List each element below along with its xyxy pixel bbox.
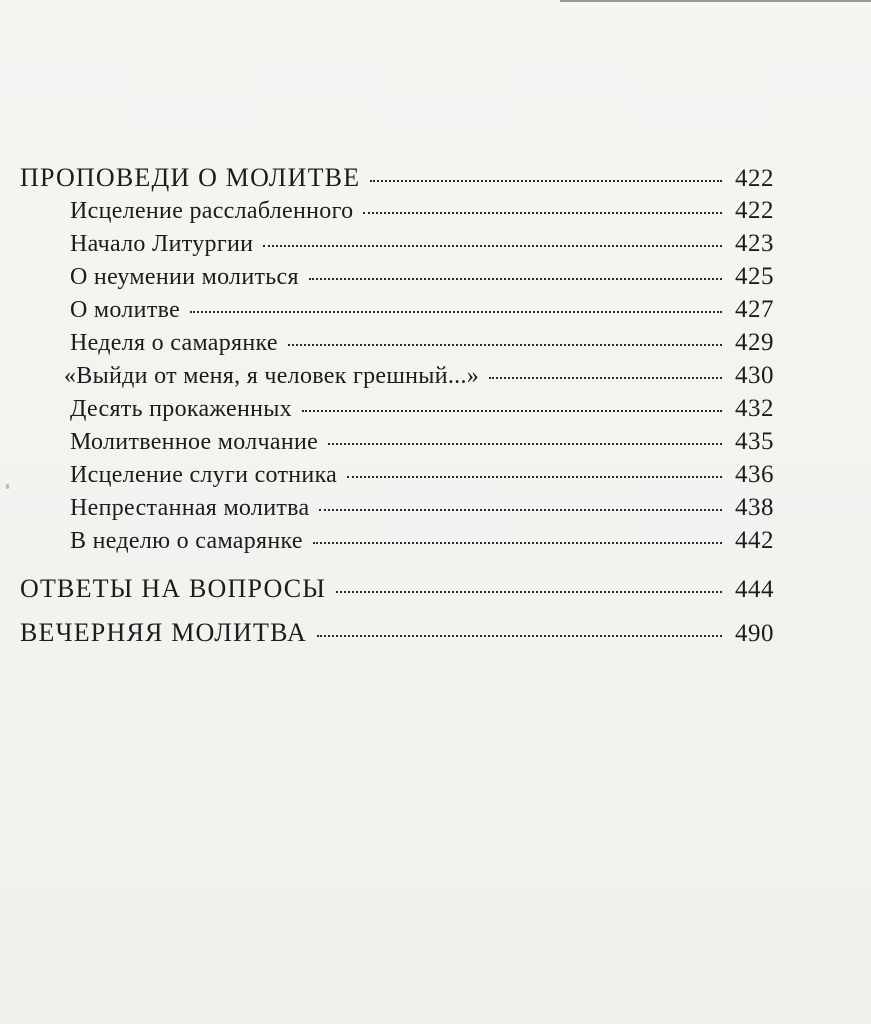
dot-leader (363, 212, 722, 214)
toc-entry (20, 494, 774, 527)
toc-entry-title: Начало Литургии (70, 231, 254, 257)
toc-entry-title: О молитве (70, 297, 181, 323)
toc-entry (20, 461, 774, 494)
toc-entry (20, 263, 774, 296)
dot-leader (263, 245, 722, 247)
toc-entry (20, 362, 774, 395)
toc-page-number: 427 (735, 296, 774, 323)
dot-leader (347, 476, 722, 478)
toc-page-number: 432 (735, 395, 774, 422)
dot-leader (313, 542, 722, 544)
paper-speck (6, 484, 9, 489)
toc-entry-title: Непрестанная молитва (70, 495, 310, 521)
dot-leader (302, 410, 722, 412)
toc-page-number: 436 (735, 461, 774, 488)
toc-entry-title: Неделя о самарянке (70, 330, 278, 356)
dot-leader (328, 443, 722, 445)
dot-leader (370, 180, 722, 182)
toc-page-number: 423 (735, 230, 774, 257)
toc-page-number: 444 (735, 576, 774, 603)
toc-page-number: 422 (735, 197, 774, 224)
toc-page-number: 438 (735, 494, 774, 521)
toc-section-entry (20, 163, 774, 197)
toc-section-entry (20, 618, 774, 652)
dot-leader (309, 278, 722, 280)
dot-leader (489, 377, 722, 379)
toc-entry (20, 329, 774, 362)
toc-entry-title: ПРОПОВЕДИ О МОЛИТВЕ (20, 163, 361, 192)
toc-page-number: 490 (735, 620, 774, 647)
dot-leader (288, 344, 722, 346)
dot-leader (190, 311, 722, 313)
dot-leader (319, 509, 722, 511)
toc-entry (20, 296, 774, 329)
toc-page-number: 422 (735, 165, 774, 192)
toc-section-entry (20, 574, 774, 608)
toc-entry-title: Исцеление слуги сотника (70, 462, 338, 488)
toc-entry (20, 197, 774, 230)
toc-entry-title: ВЕЧЕРНЯЯ МОЛИТВА (20, 618, 307, 647)
toc-page-number: 429 (735, 329, 774, 356)
toc-entry (20, 395, 774, 428)
toc-page-number: 430 (735, 362, 774, 389)
toc-entry-title: Исцеление расслабленного (70, 198, 354, 224)
toc-entry (20, 230, 774, 263)
toc-entry (20, 428, 774, 461)
toc-entry (20, 527, 774, 560)
toc-entry-title: ОТВЕТЫ НА ВОПРОСЫ (20, 574, 327, 603)
page-edge-line (560, 0, 871, 2)
dot-leader (336, 591, 722, 593)
toc-page-number: 425 (735, 263, 774, 290)
toc-entry-title: «Выйди от меня, я человек грешный...» (64, 363, 480, 389)
toc-entry-title: Десять прокаженных (70, 396, 292, 422)
toc-entry-title: Молитвенное молчание (70, 429, 319, 455)
toc-entry-title: В неделю о самарянке (70, 528, 303, 554)
toc-page-number: 442 (735, 527, 774, 554)
dot-leader (317, 635, 722, 637)
toc-entry-title: О неумении молиться (70, 264, 299, 290)
toc-page-number: 435 (735, 428, 774, 455)
table-of-contents (20, 163, 774, 652)
